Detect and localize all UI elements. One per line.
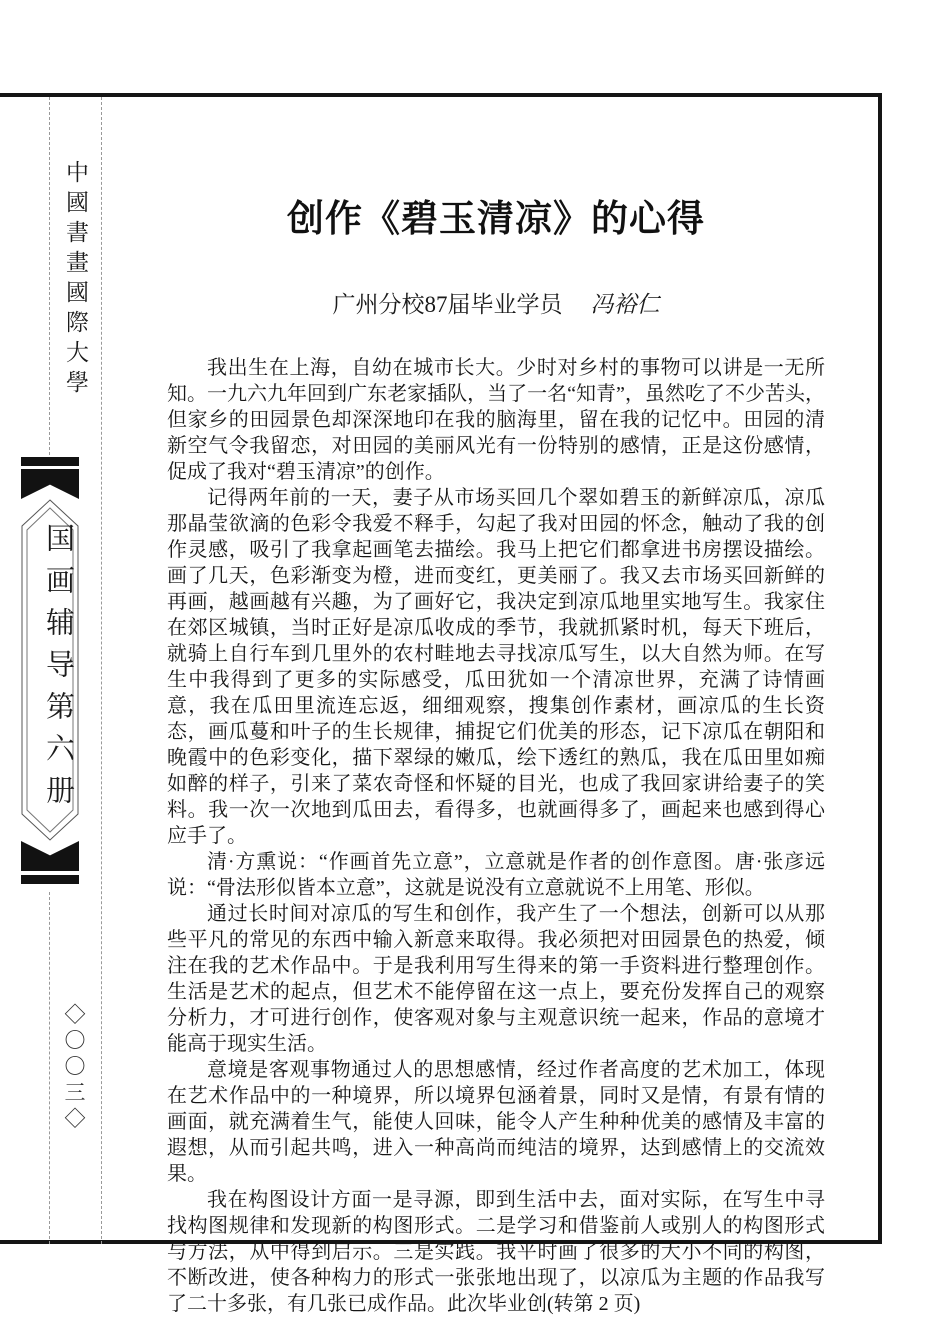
banner-bottom-bar [21,875,79,884]
banner-hexagon [21,499,79,841]
paragraph-4: 通过长时间对凉瓜的写生和创作，我产生了一个想法，创新可以从那些平凡的常见的东西中输入新意来取得。我必须把对田园景色的热爱，倾注在我的艺术作品中。于是我利用写生得来的第一手资料进行整理创作。生活是艺术的起点，但艺术不能停留在这一点上，要充份发挥自己的观察分析力，才可进行创作，使客观对象与主观意识统一起来，作品的意境才能高于现实生活。 [167,903,825,1055]
byline-school: 广州分校87届毕业学员 [332,292,563,317]
article [167,188,825,1317]
article-byline [167,286,825,319]
article-body [167,355,825,1317]
paragraph-1: 我出生在上海，自幼在城市长大。少时对乡村的事物可以讲是一无所知。一九六九年回到广东老家插队，当了一名“知青”，虽然吃了不少苦头，但家乡的田园景色却深深地印在我的脑海里，留在我的记忆中。田园的清新空气令我留恋，对田园的美丽风光有一份特别的感情，正是这份感情，促成了我对“碧玉清凉”的创作。 [167,357,825,483]
paragraph-6: 我在构图设计方面一是寻源，即到生活中去，面对实际，在写生中寻找构图规律和发现新的构图形式。二是学习和借鉴前人或别人的构图形式与方法，从中得到启示。三是实践。我平时画了很多的大小不同的构图，不断改进，使各种构力的形式一张张地出现了，以凉瓜为主题的作品我写了二十多张，有几张已成作品。此次毕业创(转第 2 页) [167,1189,825,1315]
banner-bottom-ribbon [21,841,79,871]
article-title: 创作《碧玉清凉》的心得 [287,198,705,239]
series-title-vertical: 国画辅导第六册 [42,523,74,817]
page-number: ◇〇〇三◇ [62,1003,86,1133]
banner-top-ribbon [21,469,79,499]
university-name-vertical: 中國書畫國際大學 [63,160,88,400]
series-banner [21,457,79,884]
byline-author: 冯裕仁 [590,292,660,317]
spine-rule-left-top [49,97,50,455]
spine-rule-right [101,97,102,1244]
spine-rule-left-bottom [49,892,50,1244]
paragraph-2: 记得两年前的一天，妻子从市场买回几个翠如碧玉的新鲜凉瓜，凉瓜那晶莹欲滴的色彩令我爱不释手，勾起了我对田园的怀念，触动了我的创作灵感，吸引了我拿起画笔去描绘。我马上把它们都拿进书房摆设描绘。画了几天，色彩渐变为橙，进而变红，更美丽了。我又去市场买回新鲜的再画，越画越有兴趣，为了画好它，我决定到凉瓜地里实地写生。我家住在郊区城镇，当时正好是凉瓜收成的季节，我就抓紧时机，每天下班后，就骑上自行车到几里外的农村畦地去寻找凉瓜写生，以大自然为师。在写生中我得到了更多的实际感受，瓜田犹如一个清凉世界，充满了诗情画意，我在瓜田里流连忘返，细细观察，搜集创作素材，画凉瓜的生长资态，画瓜蔓和叶子的生长规律，捕捉它们优美的形态，记下凉瓜在朝阳和晚霞中的色彩变化，描下翠绿的嫩瓜，绘下透红的熟瓜，我在瓜田里如痴如醉的样子，引来了菜农奇怪和怀疑的目光，也成了我回家讲给妻子的笑料。我一次一次地到瓜田去，看得多，也就画得多了，画起来也感到得心应手了。 [167,487,825,847]
paragraph-3: 清·方熏说：“作画首先立意”，立意就是作者的创作意图。唐·张彦远说：“骨法形似皆本立意”，这就是说没有立意就说不上用笔、形似。 [167,851,825,899]
banner-top-bar [21,457,79,466]
paragraph-5: 意境是客观事物通过人的思想感情，经过作者高度的艺术加工，体现在艺术作品中的一种境界，所以境界包涵着景，同时又是情，有景有情的画面，就充满着生气，能使人回味，能令人产生种种优美的感情及丰富的遐想，从而引起共鸣，进入一种高尚而纯洁的境界，达到感情上的交流效果。 [167,1059,825,1185]
